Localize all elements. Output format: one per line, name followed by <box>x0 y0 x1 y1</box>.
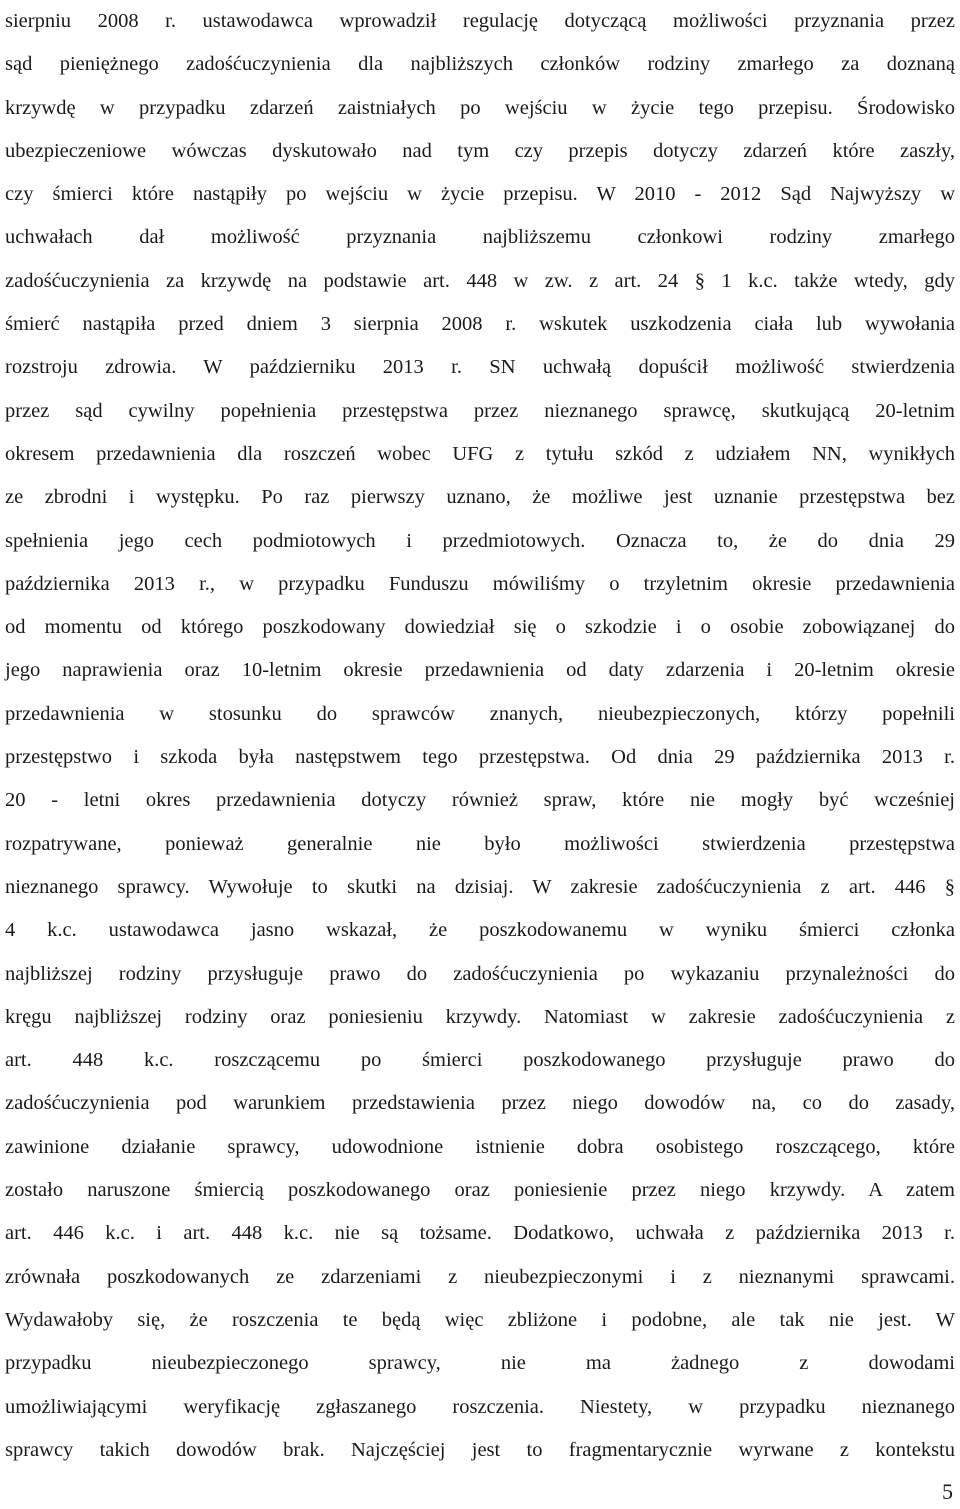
text-line: sąd pieniężnego zadośćuczynienia dla najbliższych członków rodziny zmarłego za doznaną <box>5 53 955 76</box>
text-line: nieznanego sprawcy. Wywołuje to skutki na dzisiaj. W zakresie zadośćuczynienia z art. 446 § <box>5 875 955 898</box>
text-line: śmierć nastąpiła przed dniem 3 sierpnia 2008 r. wskutek uszkodzenia ciała lub wywołania <box>5 313 955 336</box>
text-line: od momentu od którego poszkodowany dowiedział się o szkodzie i o osobie zobowiązanej do <box>5 616 955 639</box>
text-line: zadośćuczynienia za krzywdę na podstawie art. 448 w zw. z art. 24 § 1 k.c. także wtedy, gdy <box>5 269 955 292</box>
text-line: sierpniu 2008 r. ustawodawca wprowadził regulację dotyczącą możliwości przyznania przez <box>5 10 955 32</box>
text-line: umożliwiającymi weryfikację zgłaszanego roszczenia. Niestety, w przypadku nieznanego <box>5 1395 955 1418</box>
text-line: art. 448 k.c. roszczącemu po śmierci poszkodowanego przysługuje prawo do <box>5 1049 955 1072</box>
text-line: krzywdę w przypadku zdarzeń zaistniałych po wejściu w życie tego przepisu. Środowisko <box>5 96 955 119</box>
text-line: okresem przedawnienia dla roszczeń wobec UFG z tytułu szkód z udziałem NN, wynikłych <box>5 442 955 465</box>
text-line: kręgu najbliższej rodziny oraz poniesieniu krzywdy. Natomiast w zakresie zadośćuczynienia z <box>5 1005 955 1028</box>
text-line: najbliższej rodziny przysługuje prawo do zadośćuczynienia po wykazaniu przynależności do <box>5 962 955 985</box>
text-line: spełnienia jego cech podmiotowych i przedmiotowych. Oznacza to, że do dnia 29 <box>5 529 955 552</box>
text-line: października 2013 r., w przypadku Funduszu mówiliśmy o trzyletnim okresie przedawnienia <box>5 572 955 595</box>
text-line: rozstroju zdrowia. W październiku 2013 r. SN uchwałą dopuścił możliwość stwierdzenia <box>5 356 955 379</box>
text-line: ze zbrodni i występku. Po raz pierwszy uznano, że możliwe jest uznanie przestępstwa bez <box>5 486 955 509</box>
text-line: jego naprawienia oraz 10-letnim okresie przedawnienia od daty zdarzenia i 20-letnim okresie <box>5 659 955 682</box>
text-line: ubezpieczeniowe wówczas dyskutowało nad tym czy przepis dotyczy zdarzeń które zaszły, <box>5 139 955 162</box>
text-line: zrównała poszkodowanych ze zdarzeniami z nieubezpieczonymi i z nieznanymi sprawcami. <box>5 1265 955 1288</box>
text-line: przestępstwo i szkoda była następstwem tego przestępstwa. Od dnia 29 października 2013 r. <box>5 746 955 769</box>
text-line: art. 446 k.c. i art. 448 k.c. nie są tożsame. Dodatkowo, uchwała z października 2013 r. <box>5 1222 955 1245</box>
page-number: 5 <box>942 1479 953 1504</box>
text-line: zostało naruszone śmiercią poszkodowanego oraz poniesienie przez niego krzywdy. A zatem <box>5 1179 955 1202</box>
text-line: przypadku nieubezpieczonego sprawcy, nie ma żadnego z dowodami <box>5 1352 955 1375</box>
text-line: zawinione działanie sprawcy, udowodnione istnienie dobra osobistego roszczącego, które <box>5 1135 955 1158</box>
text-line: rozpatrywane, ponieważ generalnie nie było możliwości stwierdzenia przestępstwa <box>5 832 955 855</box>
text-line: uchwałach dał możliwość przyznania najbliższemu członkowi rodziny zmarłego <box>5 226 955 249</box>
text-line: przez sąd cywilny popełnienia przestępstwa przez nieznanego sprawcę, skutkującą 20-letnim <box>5 399 955 422</box>
text-line: 20 - letni okres przedawnienia dotyczy również spraw, które nie mogły być wcześniej <box>5 789 955 812</box>
document-body <box>5 0 955 1472</box>
text-line: przedawnienia w stosunku do sprawców znanych, nieubezpieczonych, którzy popełnili <box>5 702 955 725</box>
text-line: Wydawałoby się, że roszczenia te będą więc zbliżone i podobne, ale tak nie jest. W <box>5 1308 955 1331</box>
text-line: zadośćuczynienia pod warunkiem przedstawienia przez niego dowodów na, co do zasady, <box>5 1092 955 1115</box>
text-line: 4 k.c. ustawodawca jasno wskazał, że poszkodowanemu w wyniku śmierci członka <box>5 919 955 942</box>
text-line: sprawcy takich dowodów brak. Najczęściej jest to fragmentarycznie wyrwane z kontekstu <box>5 1438 955 1461</box>
text-line: czy śmierci które nastąpiły po wejściu w życie przepisu. W 2010 - 2012 Sąd Najwyższy w <box>5 183 955 206</box>
